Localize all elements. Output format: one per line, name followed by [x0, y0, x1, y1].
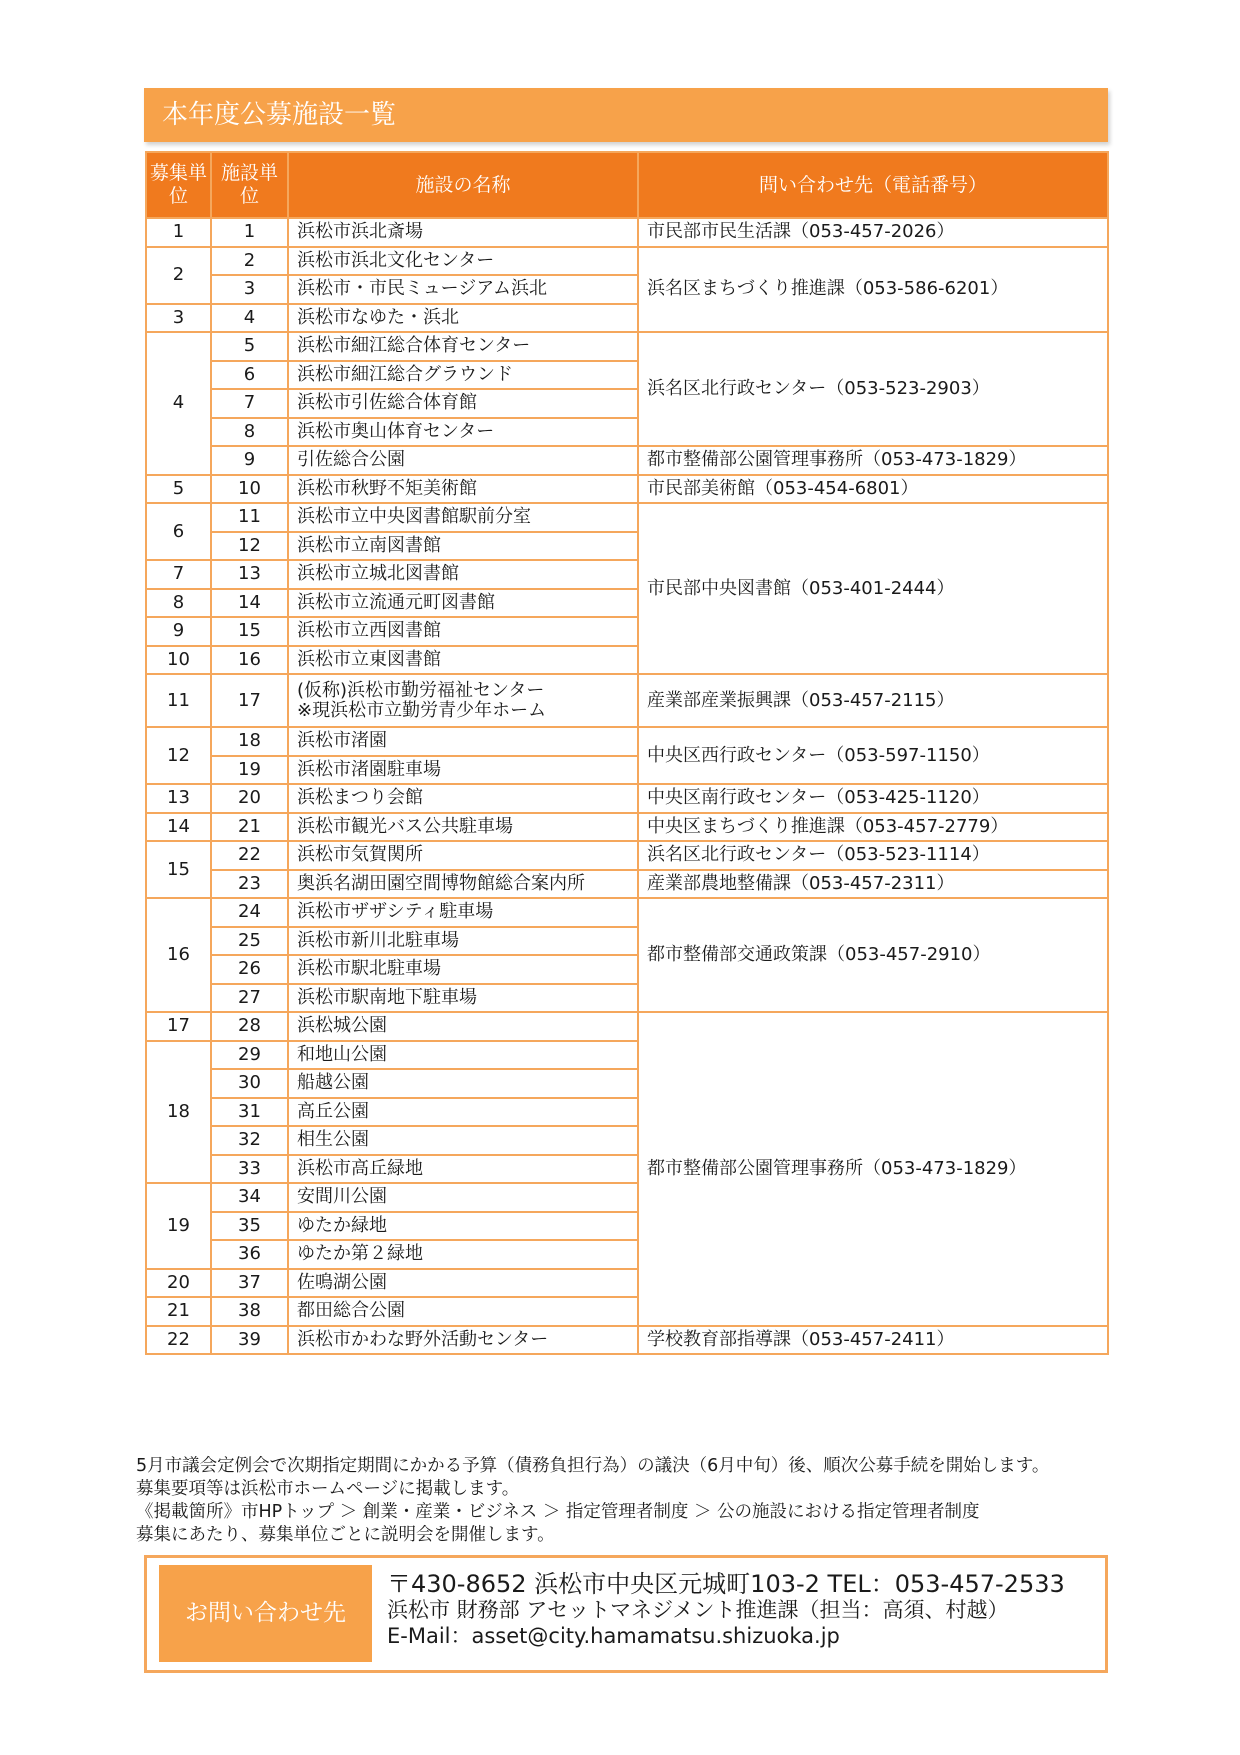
contact-address: 〒430-8652 浜松市中央区元城町103-2 TEL：053-457-2533 — [387, 1570, 1065, 1598]
note-line: 《掲載箇所》市HPトップ ＞ 創業・産業・ビジネス ＞ 指定管理者制度 ＞ 公の施設における指定管理者制度 — [136, 1502, 980, 1522]
unit-cell: 15 — [146, 841, 211, 898]
facility-no-cell: 22 — [211, 841, 288, 870]
facility-no-cell: 25 — [211, 927, 288, 956]
facility-no-cell: 11 — [211, 503, 288, 532]
contact-cell: 市民部中央図書館（053-401-2444） — [638, 503, 1108, 674]
unit-cell: 9 — [146, 617, 211, 646]
facility-no-cell: 39 — [211, 1326, 288, 1355]
unit-cell: 20 — [146, 1269, 211, 1298]
table-row — [146, 813, 1108, 842]
facility-name-cell: 浜松市渚園駐車場 — [288, 756, 638, 785]
facility-name-cell: 浜松市駅南地下駐車場 — [288, 984, 638, 1013]
contact-cell: 市民部美術館（053-454-6801） — [638, 475, 1108, 504]
unit-cell: 17 — [146, 1012, 211, 1041]
facility-name-cell: 浜松市新川北駐車場 — [288, 927, 638, 956]
facility-name-cell: 浜松城公園 — [288, 1012, 638, 1041]
unit-cell: 19 — [146, 1183, 211, 1269]
facility-name-cell — [288, 674, 638, 727]
facility-name-cell: 浜松市かわな野外活動センター — [288, 1326, 638, 1355]
facility-name-cell: 都田総合公園 — [288, 1297, 638, 1326]
facility-no-cell: 7 — [211, 389, 288, 418]
facility-no-cell: 38 — [211, 1297, 288, 1326]
facility-name-cell: 浜松市なゆた・浜北 — [288, 304, 638, 333]
table-row — [146, 1012, 1108, 1041]
unit-cell: 21 — [146, 1297, 211, 1326]
facility-no-cell: 9 — [211, 446, 288, 475]
facility-name-cell: 浜松市立東図書館 — [288, 646, 638, 675]
note-line: 募集にあたり、募集単位ごとに説明会を開催します。 — [136, 1525, 555, 1545]
facility-table — [145, 151, 1109, 1355]
facility-no-cell: 6 — [211, 361, 288, 390]
unit-cell: 3 — [146, 304, 211, 333]
table-row — [146, 841, 1108, 870]
facility-no-cell: 34 — [211, 1183, 288, 1212]
facility-no-cell: 16 — [211, 646, 288, 675]
facility-name-cell: 相生公園 — [288, 1126, 638, 1155]
header-name: 施設の名称 — [288, 152, 638, 218]
table-row — [146, 247, 1108, 276]
contact-box — [144, 1555, 1108, 1673]
unit-cell: 4 — [146, 332, 211, 475]
contact-cell: 学校教育部指導課（053-457-2411） — [638, 1326, 1108, 1355]
unit-cell: 13 — [146, 784, 211, 813]
unit-cell: 12 — [146, 727, 211, 784]
facility-name-cell: 佐鳴湖公園 — [288, 1269, 638, 1298]
unit-cell: 1 — [146, 218, 211, 247]
facility-name-cell: 和地山公園 — [288, 1041, 638, 1070]
table-row — [146, 1326, 1108, 1355]
facility-no-cell: 10 — [211, 475, 288, 504]
contact-details — [387, 1571, 1065, 1649]
facility-name-line: (仮称)浜松市勤労福祉センター — [297, 679, 545, 701]
table-row — [146, 503, 1108, 532]
facility-no-cell: 3 — [211, 275, 288, 304]
facility-no-cell: 17 — [211, 674, 288, 727]
facility-no-cell: 12 — [211, 532, 288, 561]
facility-name-cell: 浜松市細江総合体育センター — [288, 332, 638, 361]
header-contact: 問い合わせ先（電話番号） — [638, 152, 1108, 218]
facility-no-cell: 13 — [211, 560, 288, 589]
facility-no-cell: 20 — [211, 784, 288, 813]
facility-name-note: ※現浜松市立勤労青少年ホーム — [297, 699, 547, 721]
table-row — [146, 475, 1108, 504]
facility-no-cell: 5 — [211, 332, 288, 361]
facility-name-cell: ゆたか第２緑地 — [288, 1240, 638, 1269]
table-row — [146, 727, 1108, 756]
facility-no-cell: 26 — [211, 955, 288, 984]
contact-cell: 浜名区北行政センター（053-523-2903） — [638, 332, 1108, 446]
facility-no-cell: 37 — [211, 1269, 288, 1298]
unit-cell: 14 — [146, 813, 211, 842]
facility-no-cell: 8 — [211, 418, 288, 447]
facility-name-cell: 奥浜名湖田園空間博物館総合案内所 — [288, 870, 638, 899]
facility-no-cell: 33 — [211, 1155, 288, 1184]
table-row — [146, 674, 1108, 727]
facility-no-cell: 4 — [211, 304, 288, 333]
facility-no-cell: 19 — [211, 756, 288, 785]
facility-no-cell: 24 — [211, 898, 288, 927]
table-row — [146, 870, 1108, 899]
facility-no-cell: 30 — [211, 1069, 288, 1098]
unit-cell: 6 — [146, 503, 211, 560]
facility-no-cell: 1 — [211, 218, 288, 247]
contact-cell: 市民部市民生活課（053-457-2026） — [638, 218, 1108, 247]
facility-name-cell: 浜松市立流通元町図書館 — [288, 589, 638, 618]
facility-name-cell: ゆたか緑地 — [288, 1212, 638, 1241]
facility-no-cell: 14 — [211, 589, 288, 618]
contact-cell: 中央区南行政センター（053-425-1120） — [638, 784, 1108, 813]
contact-email[interactable]: E-Mail：asset@city.hamamatsu.shizuoka.jp — [387, 1624, 840, 1648]
facility-no-cell: 27 — [211, 984, 288, 1013]
facility-name-cell: 引佐総合公園 — [288, 446, 638, 475]
facility-name-cell: 浜松市観光バス公共駐車場 — [288, 813, 638, 842]
contact-cell: 都市整備部公園管理事務所（053-473-1829） — [638, 1012, 1108, 1326]
table-body — [146, 218, 1108, 1354]
facility-name-cell: 浜松市細江総合グラウンド — [288, 361, 638, 390]
contact-cell: 中央区西行政センター（053-597-1150） — [638, 727, 1108, 784]
note-line: 5月市議会定例会で次期指定期間にかかる予算（債務負担行為）の議決（6月中旬）後、順次公募手続を開始します。 — [136, 1456, 1050, 1476]
contact-cell: 中央区まちづくり推進課（053-457-2779） — [638, 813, 1108, 842]
unit-cell: 5 — [146, 475, 211, 504]
facility-name-cell: 浜松市気賀関所 — [288, 841, 638, 870]
facility-name-cell: 浜松市立南図書館 — [288, 532, 638, 561]
notes — [136, 1455, 1136, 1547]
contact-cell: 都市整備部公園管理事務所（053-473-1829） — [638, 446, 1108, 475]
unit-cell: 16 — [146, 898, 211, 1012]
facility-name-cell: 浜松市浜北斎場 — [288, 218, 638, 247]
facility-name-cell: 高丘公園 — [288, 1098, 638, 1127]
contact-cell: 産業部産業振興課（053-457-2115） — [638, 674, 1108, 727]
unit-cell: 2 — [146, 247, 211, 304]
table-row — [146, 332, 1108, 361]
contact-label: お問い合わせ先 — [159, 1565, 372, 1662]
facility-name-cell: 浜松市立城北図書館 — [288, 560, 638, 589]
facility-no-cell: 32 — [211, 1126, 288, 1155]
unit-cell: 22 — [146, 1326, 211, 1355]
facility-no-cell: 29 — [211, 1041, 288, 1070]
facility-name-cell: 浜松市ザザシティ駐車場 — [288, 898, 638, 927]
contact-cell: 浜名区まちづくり推進課（053-586-6201） — [638, 247, 1108, 333]
facility-no-cell: 18 — [211, 727, 288, 756]
header-unit: 募集単位 — [146, 152, 211, 218]
facility-no-cell: 15 — [211, 617, 288, 646]
facility-name-cell: 浜松市・市民ミュージアム浜北 — [288, 275, 638, 304]
facility-name-cell: 浜松市駅北駐車場 — [288, 955, 638, 984]
facility-name-cell: 浜松市渚園 — [288, 727, 638, 756]
facility-name-cell: 浜松市引佐総合体育館 — [288, 389, 638, 418]
section-title: 本年度公募施設一覧 — [144, 88, 1108, 142]
unit-cell: 18 — [146, 1041, 211, 1184]
facility-no-cell: 31 — [211, 1098, 288, 1127]
unit-cell: 11 — [146, 674, 211, 727]
facility-name-cell: 浜松市奥山体育センター — [288, 418, 638, 447]
unit-cell: 10 — [146, 646, 211, 675]
facility-name-cell: 浜松市高丘緑地 — [288, 1155, 638, 1184]
header-facility-no: 施設単位 — [211, 152, 288, 218]
contact-cell: 浜名区北行政センター（053-523-1114） — [638, 841, 1108, 870]
facility-no-cell: 28 — [211, 1012, 288, 1041]
facility-name-cell: 浜松市浜北文化センター — [288, 247, 638, 276]
facility-name-cell: 浜松市秋野不矩美術館 — [288, 475, 638, 504]
facility-no-cell: 36 — [211, 1240, 288, 1269]
table-row — [146, 446, 1108, 475]
table-row — [146, 784, 1108, 813]
facility-name-cell: 浜松まつり会館 — [288, 784, 638, 813]
facility-name-cell: 浜松市立西図書館 — [288, 617, 638, 646]
unit-cell: 8 — [146, 589, 211, 618]
table-row — [146, 898, 1108, 927]
facility-name-cell: 船越公園 — [288, 1069, 638, 1098]
facility-no-cell: 21 — [211, 813, 288, 842]
facility-no-cell: 23 — [211, 870, 288, 899]
table-row — [146, 218, 1108, 247]
facility-name-cell: 安間川公園 — [288, 1183, 638, 1212]
facility-name-cell: 浜松市立中央図書館駅前分室 — [288, 503, 638, 532]
note-line: 募集要項等は浜松市ホームページに掲載します。 — [136, 1479, 520, 1499]
contact-department: 浜松市 財務部 アセットマネジメント推進課（担当：高須、村越） — [387, 1598, 1009, 1622]
contact-cell: 産業部農地整備課（053-457-2311） — [638, 870, 1108, 899]
facility-no-cell: 2 — [211, 247, 288, 276]
table-header-row — [146, 152, 1108, 218]
facility-no-cell: 35 — [211, 1212, 288, 1241]
unit-cell: 7 — [146, 560, 211, 589]
contact-cell: 都市整備部交通政策課（053-457-2910） — [638, 898, 1108, 1012]
